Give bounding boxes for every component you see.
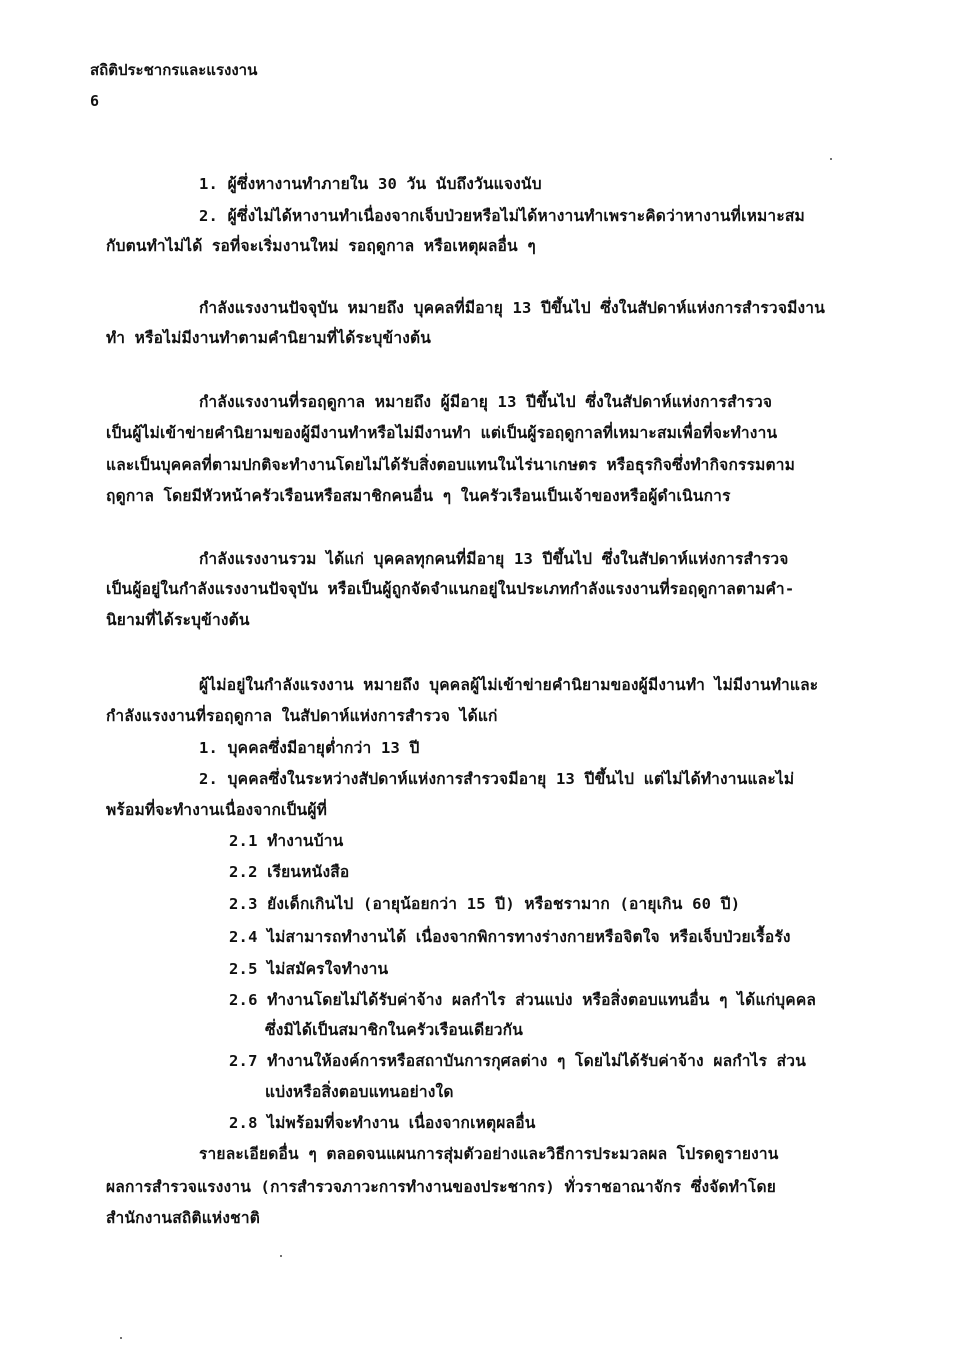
text-line: ฤดูกาล โดยมีหัวหน้าครัวเรือนหรือสมาชิกคนอื่น ๆ ในครัวเรือนเป็นเจ้าของหรือผู้ดำเนินการ	[106, 487, 731, 505]
text-line: 1. ผู้ซึ่งหางานทำภายใน 30 วัน นับถึงวันแจงนับ	[199, 175, 542, 193]
text-line: 2. ผู้ซึ่งไม่ได้หางานทำเนื่องจากเจ็บป่วยหรือไม่ได้หางานทำเพราะคิดว่าหางานที่เหมาะสม	[199, 207, 805, 225]
scan-speck	[280, 1255, 282, 1257]
text-line: กำลังแรงงานปัจจุบัน หมายถึง บุคคลที่มีอายุ 13 ปีขึ้นไป ซึ่งในสัปดาห์แห่งการสำรวจมีงาน	[199, 299, 825, 317]
text-line: พร้อมที่จะทำงานเนื่องจากเป็นผู้ที่	[106, 801, 328, 819]
text-line: ผู้ไม่อยู่ในกำลังแรงงาน หมายถึง บุคคลผู้ไม่เข้าข่ายคำนิยามของผู้มีงานทำ ไม่มีงานทำและ	[199, 676, 819, 694]
text-line: 2.7 ทำงานให้องค์การหรือสถาบันการกุศลต่าง ๆ โดยไม่ได้รับค่าจ้าง ผลกำไร ส่วน	[229, 1052, 807, 1070]
text-line: และเป็นบุคคลที่ตามปกติจะทำงานโดยไม่ได้รับสิ่งตอบแทนในไร่นาเกษตร หรือธุรกิจซึ่งทำกิจกรรมตาม	[106, 456, 796, 474]
text-line: 2. บุคคลซึ่งในระหว่างสัปดาห์แห่งการสำรวจมีอายุ 13 ปีขึ้นไป แต่ไม่ได้ทำงานและไม่	[199, 770, 795, 788]
text-line: ทำ หรือไม่มีงานทำตามคำนิยามที่ได้ระบุข้างต้น	[106, 329, 432, 347]
text-line: เป็นผู้อยู่ในกำลังแรงงานปัจจุบัน หรือเป็นผู้ถูกจัดจำแนกอยู่ในประเภทกำลังแรงงานที่รอฤดูกาลตามคำ-	[106, 580, 795, 598]
page-number: 6	[90, 92, 100, 110]
text-line: กำลังแรงงานที่รอฤดูกาล ในสัปดาห์แห่งการสำรวจ ได้แก่	[106, 707, 498, 725]
scan-speck	[120, 1337, 122, 1339]
text-line: เป็นผู้ไม่เข้าข่ายคำนิยามของผู้มีงานทำหรือไม่มีงานทำ แต่เป็นผู้รอฤดูกาลที่เหมาะสมเพื่อที่จะทำงาน	[106, 424, 778, 442]
scan-speck	[830, 158, 832, 160]
text-line: 2.5 ไม่สมัครใจทำงาน	[229, 960, 389, 978]
text-line: 2.2 เรียนหนังสือ	[229, 863, 350, 881]
text-line: รายละเอียดอื่น ๆ ตลอดจนแผนการสุ่มตัวอย่างและวิธีการประมวลผล โปรดดูรายงาน	[199, 1145, 779, 1163]
text-line: สำนักงานสถิติแห่งชาติ	[106, 1209, 260, 1227]
text-line: กำลังแรงงานรวม ได้แก่ บุคคลทุกคนที่มีอายุ 13 ปีขึ้นไป ซึ่งในสัปดาห์แห่งการสำรวจ	[199, 550, 789, 568]
text-line: ผลการสำรวจแรงงาน (การสำรวจภาวะการทำงานของประชากร) ทั่วราชอาณาจักร ซึ่งจัดทำโดย	[106, 1178, 777, 1196]
text-line: 2.3 ยังเด็กเกินไป (อายุน้อยกว่า 15 ปี) หรือชรามาก (อายุเกิน 60 ปี)	[229, 895, 741, 913]
text-line: กำลังแรงงานที่รอฤดูกาล หมายถึง ผู้มีอายุ 13 ปีขึ้นไป ซึ่งในสัปดาห์แห่งการสำรวจ	[199, 393, 773, 411]
text-line: ซึ่งมิได้เป็นสมาชิกในครัวเรือนเดียวกัน	[265, 1021, 524, 1039]
running-header: สถิติประชากรและแรงงาน	[90, 61, 258, 79]
text-line: 2.8 ไม่พร้อมที่จะทำงาน เนื่องจากเหตุผลอื่น	[229, 1114, 536, 1132]
text-line: แบ่งหรือสิ่งตอบแทนอย่างใด	[265, 1083, 454, 1101]
text-line: 2.4 ไม่สามารถทำงานได้ เนื่องจากพิการทางร่างกายหรือจิตใจ หรือเจ็บป่วยเรื้อรัง	[229, 928, 791, 946]
text-line: นิยามที่ได้ระบุข้างต้น	[106, 611, 250, 629]
text-line: 2.1 ทำงานบ้าน	[229, 832, 344, 850]
text-line: 1. บุคคลซึ่งมีอายุต่ำกว่า 13 ปี	[199, 739, 420, 757]
text-line: กับตนทำไม่ได้ รอที่จะเริ่มงานใหม่ รอฤดูกาล หรือเหตุผลอื่น ๆ	[106, 237, 536, 255]
text-line: 2.6 ทำงานโดยไม่ได้รับค่าจ้าง ผลกำไร ส่วนแบ่ง หรือสิ่งตอบแทนอื่น ๆ ได้แก่บุคคล	[229, 991, 817, 1009]
